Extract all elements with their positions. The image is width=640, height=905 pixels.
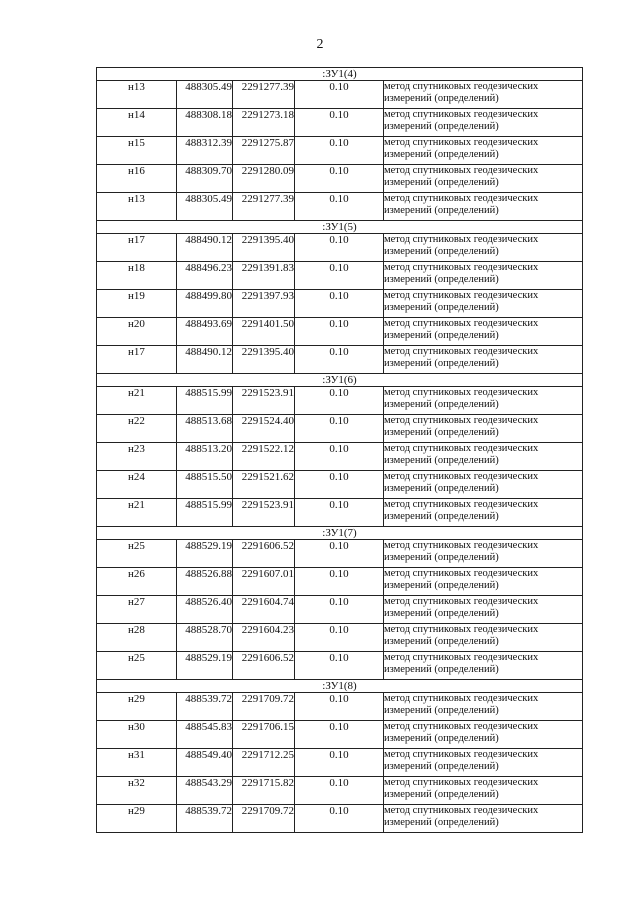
table-row [97, 346, 583, 374]
method-line-1: метод спутниковых геодезических [384, 290, 539, 301]
method-line-1: метод спутниковых геодезических [384, 624, 539, 635]
coordinates-table-body [97, 68, 583, 833]
table-row [97, 596, 583, 624]
y-coordinate-cell: 2291604.23 [233, 624, 295, 652]
method-line-2: измерений (определений) [384, 302, 499, 313]
x-coordinate-cell: 488545.83 [177, 721, 233, 749]
accuracy-cell: 0.10 [295, 109, 384, 137]
y-coordinate-cell: 2291391.83 [233, 262, 295, 290]
y-coordinate-cell: 2291277.39 [233, 81, 295, 109]
x-coordinate-cell: 488305.49 [177, 81, 233, 109]
method-cell [384, 693, 583, 721]
method-cell [384, 568, 583, 596]
y-coordinate-cell: 2291275.87 [233, 137, 295, 165]
accuracy-cell: 0.10 [295, 624, 384, 652]
section-header-row [97, 221, 583, 234]
method-line-2: измерений (определений) [384, 511, 499, 522]
x-coordinate-cell: 488528.70 [177, 624, 233, 652]
method-cell [384, 262, 583, 290]
y-coordinate-cell: 2291273.18 [233, 109, 295, 137]
method-cell [384, 415, 583, 443]
table-row [97, 721, 583, 749]
y-coordinate-cell: 2291521.62 [233, 471, 295, 499]
method-line-2: измерений (определений) [384, 580, 499, 591]
x-coordinate-cell: 488490.12 [177, 346, 233, 374]
method-line-2: измерений (определений) [384, 274, 499, 285]
method-cell [384, 749, 583, 777]
table-row [97, 540, 583, 568]
table-row [97, 109, 583, 137]
accuracy-cell: 0.10 [295, 81, 384, 109]
table-row [97, 81, 583, 109]
y-coordinate-cell: 2291706.15 [233, 721, 295, 749]
accuracy-cell: 0.10 [295, 318, 384, 346]
y-coordinate-cell: 2291395.40 [233, 234, 295, 262]
method-line-1: метод спутниковых геодезических [384, 109, 539, 120]
method-line-1: метод спутниковых геодезических [384, 262, 539, 273]
x-coordinate-cell: 488539.72 [177, 693, 233, 721]
method-line-2: измерений (определений) [384, 330, 499, 341]
table-row [97, 415, 583, 443]
y-coordinate-cell: 2291401.50 [233, 318, 295, 346]
section-header-row [97, 68, 583, 81]
x-coordinate-cell: 488515.50 [177, 471, 233, 499]
method-cell [384, 290, 583, 318]
accuracy-cell: 0.10 [295, 346, 384, 374]
point-name-cell: н26 [97, 568, 177, 596]
y-coordinate-cell: 2291606.52 [233, 652, 295, 680]
method-line-1: метод спутниковых геодезических [384, 540, 539, 551]
section-header-row [97, 527, 583, 540]
accuracy-cell: 0.10 [295, 749, 384, 777]
x-coordinate-cell: 488496.23 [177, 262, 233, 290]
table-row [97, 499, 583, 527]
method-cell [384, 805, 583, 833]
point-name-cell: н29 [97, 805, 177, 833]
method-line-1: метод спутниковых геодезических [384, 81, 539, 92]
point-name-cell: н32 [97, 777, 177, 805]
method-line-2: измерений (определений) [384, 483, 499, 494]
method-cell [384, 193, 583, 221]
method-cell [384, 318, 583, 346]
method-line-1: метод спутниковых геодезических [384, 193, 539, 204]
page-number: 2 [316, 37, 324, 52]
table-row [97, 165, 583, 193]
table-row [97, 749, 583, 777]
y-coordinate-cell: 2291606.52 [233, 540, 295, 568]
method-line-1: метод спутниковых геодезических [384, 471, 539, 482]
method-line-2: измерений (определений) [384, 93, 499, 104]
method-line-1: метод спутниковых геодезических [384, 568, 539, 579]
method-cell [384, 499, 583, 527]
method-line-2: измерений (определений) [384, 817, 499, 828]
point-name-cell: н30 [97, 721, 177, 749]
table-row [97, 652, 583, 680]
table-row [97, 290, 583, 318]
accuracy-cell: 0.10 [295, 137, 384, 165]
method-line-1: метод спутниковых геодезических [384, 805, 539, 816]
method-line-1: метод спутниковых геодезических [384, 346, 539, 357]
point-name-cell: н15 [97, 137, 177, 165]
point-name-cell: н31 [97, 749, 177, 777]
accuracy-cell: 0.10 [295, 234, 384, 262]
method-cell [384, 540, 583, 568]
y-coordinate-cell: 2291709.72 [233, 693, 295, 721]
point-name-cell: н28 [97, 624, 177, 652]
method-line-1: метод спутниковых геодезических [384, 234, 539, 245]
accuracy-cell: 0.10 [295, 471, 384, 499]
y-coordinate-cell: 2291604.74 [233, 596, 295, 624]
x-coordinate-cell: 488539.72 [177, 805, 233, 833]
section-title: :ЗУ1(4) [97, 68, 583, 81]
table-row [97, 624, 583, 652]
method-cell [384, 777, 583, 805]
method-line-1: метод спутниковых геодезических [384, 596, 539, 607]
y-coordinate-cell: 2291523.91 [233, 499, 295, 527]
accuracy-cell: 0.10 [295, 540, 384, 568]
accuracy-cell: 0.10 [295, 777, 384, 805]
method-line-1: метод спутниковых геодезических [384, 137, 539, 148]
accuracy-cell: 0.10 [295, 805, 384, 833]
method-line-2: измерений (определений) [384, 733, 499, 744]
method-line-1: метод спутниковых геодезических [384, 652, 539, 663]
point-name-cell: н16 [97, 165, 177, 193]
method-line-1: метод спутниковых геодезических [384, 721, 539, 732]
x-coordinate-cell: 488513.20 [177, 443, 233, 471]
x-coordinate-cell: 488308.18 [177, 109, 233, 137]
method-line-2: измерений (определений) [384, 205, 499, 216]
table-row [97, 193, 583, 221]
table-row [97, 777, 583, 805]
method-line-2: измерений (определений) [384, 664, 499, 675]
x-coordinate-cell: 488490.12 [177, 234, 233, 262]
point-name-cell: н29 [97, 693, 177, 721]
method-line-2: измерений (определений) [384, 399, 499, 410]
table-row [97, 387, 583, 415]
accuracy-cell: 0.10 [295, 596, 384, 624]
method-line-1: метод спутниковых геодезических [384, 499, 539, 510]
accuracy-cell: 0.10 [295, 568, 384, 596]
method-line-2: измерений (определений) [384, 608, 499, 619]
method-line-2: измерений (определений) [384, 705, 499, 716]
method-cell [384, 346, 583, 374]
method-line-2: измерений (определений) [384, 149, 499, 160]
section-title: :ЗУ1(7) [97, 527, 583, 540]
x-coordinate-cell: 488312.39 [177, 137, 233, 165]
method-line-2: измерений (определений) [384, 121, 499, 132]
section-header-row [97, 374, 583, 387]
method-line-2: измерений (определений) [384, 761, 499, 772]
y-coordinate-cell: 2291395.40 [233, 346, 295, 374]
table-row [97, 568, 583, 596]
method-cell [384, 165, 583, 193]
method-line-2: измерений (определений) [384, 177, 499, 188]
y-coordinate-cell: 2291607.01 [233, 568, 295, 596]
method-line-2: измерений (определений) [384, 552, 499, 563]
accuracy-cell: 0.10 [295, 262, 384, 290]
point-name-cell: н21 [97, 499, 177, 527]
method-line-2: измерений (определений) [384, 427, 499, 438]
point-name-cell: н22 [97, 415, 177, 443]
accuracy-cell: 0.10 [295, 693, 384, 721]
x-coordinate-cell: 488309.70 [177, 165, 233, 193]
coordinates-table [96, 67, 583, 833]
y-coordinate-cell: 2291712.25 [233, 749, 295, 777]
x-coordinate-cell: 488526.40 [177, 596, 233, 624]
table-row [97, 443, 583, 471]
table-row [97, 471, 583, 499]
accuracy-cell: 0.10 [295, 387, 384, 415]
point-name-cell: н20 [97, 318, 177, 346]
method-line-2: измерений (определений) [384, 358, 499, 369]
y-coordinate-cell: 2291277.39 [233, 193, 295, 221]
y-coordinate-cell: 2291522.12 [233, 443, 295, 471]
accuracy-cell: 0.10 [295, 193, 384, 221]
table-row [97, 805, 583, 833]
y-coordinate-cell: 2291397.93 [233, 290, 295, 318]
accuracy-cell: 0.10 [295, 415, 384, 443]
x-coordinate-cell: 488305.49 [177, 193, 233, 221]
method-line-1: метод спутниковых геодезических [384, 693, 539, 704]
table-row [97, 137, 583, 165]
method-cell [384, 443, 583, 471]
x-coordinate-cell: 488515.99 [177, 387, 233, 415]
table-row [97, 262, 583, 290]
section-title: :ЗУ1(6) [97, 374, 583, 387]
method-line-1: метод спутниковых геодезических [384, 443, 539, 454]
y-coordinate-cell: 2291709.72 [233, 805, 295, 833]
x-coordinate-cell: 488529.19 [177, 652, 233, 680]
method-line-1: метод спутниковых геодезических [384, 415, 539, 426]
accuracy-cell: 0.10 [295, 290, 384, 318]
method-line-2: измерений (определений) [384, 789, 499, 800]
table-row [97, 693, 583, 721]
point-name-cell: н21 [97, 387, 177, 415]
method-cell [384, 652, 583, 680]
x-coordinate-cell: 488513.68 [177, 415, 233, 443]
section-header-row [97, 680, 583, 693]
point-name-cell: н24 [97, 471, 177, 499]
method-cell [384, 234, 583, 262]
point-name-cell: н14 [97, 109, 177, 137]
point-name-cell: н19 [97, 290, 177, 318]
x-coordinate-cell: 488543.29 [177, 777, 233, 805]
method-line-1: метод спутниковых геодезических [384, 165, 539, 176]
section-title: :ЗУ1(8) [97, 680, 583, 693]
method-cell [384, 596, 583, 624]
method-line-2: измерений (определений) [384, 246, 499, 257]
method-cell [384, 137, 583, 165]
method-line-2: измерений (определений) [384, 636, 499, 647]
accuracy-cell: 0.10 [295, 652, 384, 680]
point-name-cell: н18 [97, 262, 177, 290]
accuracy-cell: 0.10 [295, 443, 384, 471]
table-row [97, 318, 583, 346]
method-cell [384, 624, 583, 652]
accuracy-cell: 0.10 [295, 721, 384, 749]
method-cell [384, 721, 583, 749]
point-name-cell: н17 [97, 346, 177, 374]
method-line-2: измерений (определений) [384, 455, 499, 466]
x-coordinate-cell: 488529.19 [177, 540, 233, 568]
point-name-cell: н13 [97, 81, 177, 109]
accuracy-cell: 0.10 [295, 499, 384, 527]
x-coordinate-cell: 488499.80 [177, 290, 233, 318]
x-coordinate-cell: 488515.99 [177, 499, 233, 527]
method-line-1: метод спутниковых геодезических [384, 777, 539, 788]
method-cell [384, 471, 583, 499]
y-coordinate-cell: 2291280.09 [233, 165, 295, 193]
x-coordinate-cell: 488549.40 [177, 749, 233, 777]
method-line-1: метод спутниковых геодезических [384, 749, 539, 760]
method-cell [384, 387, 583, 415]
x-coordinate-cell: 488493.69 [177, 318, 233, 346]
method-line-1: метод спутниковых геодезических [384, 387, 539, 398]
section-title: :ЗУ1(5) [97, 221, 583, 234]
y-coordinate-cell: 2291524.40 [233, 415, 295, 443]
x-coordinate-cell: 488526.88 [177, 568, 233, 596]
point-name-cell: н17 [97, 234, 177, 262]
accuracy-cell: 0.10 [295, 165, 384, 193]
method-cell [384, 81, 583, 109]
point-name-cell: н25 [97, 652, 177, 680]
point-name-cell: н25 [97, 540, 177, 568]
method-cell [384, 109, 583, 137]
method-line-1: метод спутниковых геодезических [384, 318, 539, 329]
point-name-cell: н13 [97, 193, 177, 221]
point-name-cell: н27 [97, 596, 177, 624]
table-row [97, 234, 583, 262]
y-coordinate-cell: 2291523.91 [233, 387, 295, 415]
point-name-cell: н23 [97, 443, 177, 471]
y-coordinate-cell: 2291715.82 [233, 777, 295, 805]
